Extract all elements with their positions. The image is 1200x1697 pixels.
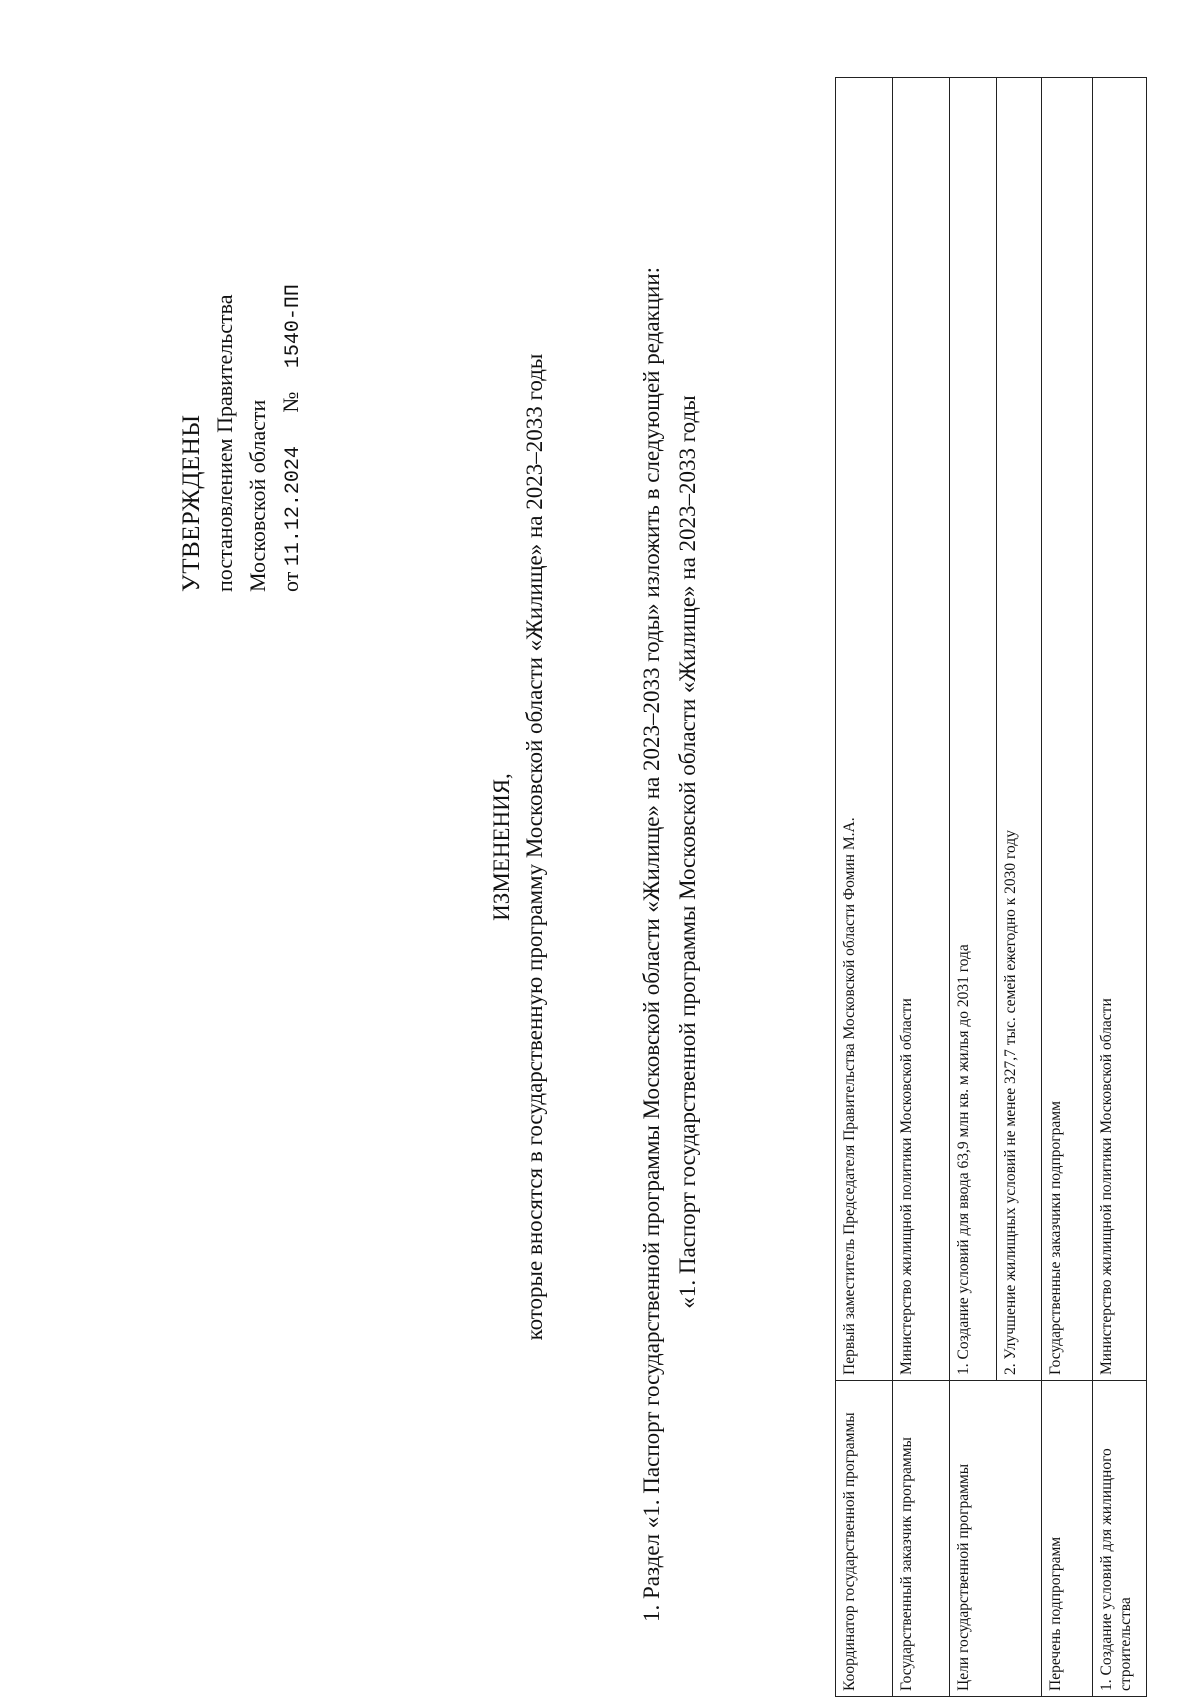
amendment-paragraph-block (635, 117, 704, 1697)
document-subtitle: которые вносятся в государственную программу Московской области «Жилище» на 2023–2033 годы (522, 353, 547, 1341)
amendment-paragraph: 1. Раздел «1. Паспорт государственной программы Московской области «Жилище» на 2023–2033 годы» изложить в следующей редакции: (639, 266, 664, 1622)
table-row (893, 78, 950, 1697)
row-value: Министерство жилищной политики Московской области (1093, 78, 1147, 1381)
resolution-number: 1540-ПП (282, 284, 305, 369)
approval-date-line (274, 122, 310, 592)
row-label: Перечень подпрограмм (1042, 1381, 1093, 1697)
row-value: Первый заместитель Председателя Правительства Московской области Фомин М.А. (836, 78, 893, 1381)
approval-date: 11.12.2024 (282, 446, 305, 567)
table-row (1042, 78, 1093, 1697)
approved-heading: УТВЕРЖДЕНЫ (178, 414, 205, 592)
passport-table (835, 77, 1147, 1697)
document-title: ИЗМЕНЕНИЯ, (489, 773, 514, 921)
document-title-block (485, 77, 551, 1617)
approved-region-line: Московской области (245, 399, 270, 592)
row-label: Государственный заказчик программы (893, 1381, 950, 1697)
row-label: 1. Создание условий для жилищного строительства (1093, 1381, 1147, 1697)
row-value: Государственные заказчики подпрограмм (1042, 78, 1093, 1381)
row-value: 2. Улучшение жилищных условий не менее 327,7 тыс. семей ежегодно к 2030 году (997, 78, 1042, 1381)
row-value: 1. Создание условий для ввода 63,9 млн кв. м жилья до 2031 года (950, 78, 997, 1381)
table-row (1093, 78, 1147, 1697)
passport-section-title: «1. Паспорт государственной программы Московской области «Жилище» на 2023–2033 годы (675, 395, 700, 1309)
number-sign: № (278, 391, 303, 413)
table-row (950, 78, 997, 1697)
row-label: Цели государственной программы (950, 1381, 1042, 1697)
approval-stamp (175, 122, 310, 592)
approved-by-line: постановлением Правительства (212, 294, 237, 592)
row-value: Министерство жилищной политики Московской области (893, 78, 950, 1381)
row-label: Координатор государственной программы (836, 1381, 893, 1697)
table-row (836, 78, 893, 1697)
date-prefix: от (278, 571, 303, 592)
